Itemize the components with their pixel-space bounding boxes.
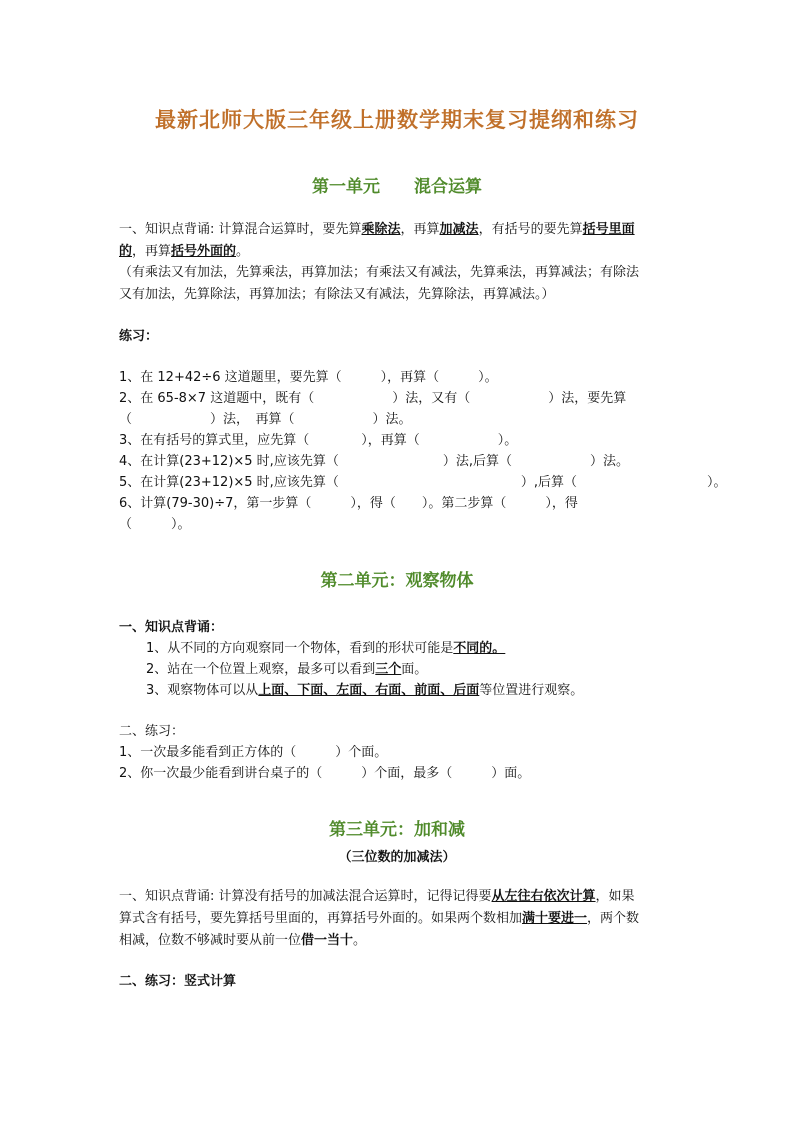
unit1-note-line1: （有乘法又有加法，先算乘法，再算加法；有乘法又有减法，先算乘法，再算减法；有除法 xyxy=(119,265,640,280)
unit3-knowledge-line3 xyxy=(119,931,366,951)
unit3-kp-text: 一、知识点背诵: 计算没有括号的加减法混合运算时，记得记得要 xyxy=(119,889,492,904)
unit1-heading: 第一单元 混合运算 xyxy=(312,177,482,197)
unit1-question-5: 5、在计算(23+12)×5 时,应该先算（ ）,后算（ ）。 xyxy=(119,475,727,490)
unit3-kp-bold-borrow: 借一当十 xyxy=(301,933,354,948)
unit1-kp-text: ，再算 xyxy=(400,222,440,237)
unit2-kp2-bold: 三个 xyxy=(375,662,402,677)
unit1-practice-label: 练习： xyxy=(119,329,159,344)
unit2-kp2-text: 2、站在一个位置上观察，最多可以看到 xyxy=(146,662,376,677)
unit1-kp-bold-addsub: 加减法 xyxy=(439,222,479,237)
unit1-knowledge-line2 xyxy=(119,242,249,262)
unit1-question-6a: 6、计算(79-30)÷7，第一步算（ ），得（ ）。第二步算（ ），得 xyxy=(119,496,578,511)
unit3-heading: 第三单元：加和减 xyxy=(329,820,465,840)
unit2-kp3-text: 3、观察物体可以从 xyxy=(146,683,259,698)
unit1-kp-text: 。 xyxy=(236,244,250,259)
document-title: 最新北师大版三年级上册数学期末复习提纲和练习 xyxy=(155,107,639,132)
unit1-question-3: 3、在有括号的算式里，应先算（ ），再算（ ）。 xyxy=(119,433,518,448)
unit1-question-2a: 2、在 65-8×7 这道题中，既有（ ）法，又有（ ）法，要先算 xyxy=(119,391,627,406)
unit1-kp-text: ，有括号的要先算 xyxy=(478,222,583,237)
unit3-knowledge-line1 xyxy=(119,887,635,907)
unit2-knowledge-label: 一、知识点背诵： xyxy=(119,620,224,635)
unit1-note-line2: 又有加法，先算除法，再算加法；有除法又有减法，先算除法，再算减法。） xyxy=(119,287,555,302)
unit1-kp-bold-inside: 括号里面 xyxy=(582,222,635,237)
unit2-kp3-bold: 上面、下面、左面、右面、前面、后面 xyxy=(258,683,480,698)
unit3-kp-bold-carry: 满十要进一 xyxy=(522,911,588,926)
unit1-question-4: 4、在计算(23+12)×5 时,应该先算（ ）法,后算（ ）法。 xyxy=(119,454,629,469)
unit1-kp-bold-muldiv: 乘除法 xyxy=(361,222,401,237)
unit2-knowledge-3 xyxy=(146,681,583,701)
unit1-question-1: 1、在 12+42÷6 这道题里，要先算（ ），再算（ ）。 xyxy=(119,370,498,385)
unit2-practice-label: 二、练习： xyxy=(119,724,185,739)
unit2-heading: 第二单元：观察物体 xyxy=(320,571,474,591)
unit1-knowledge-line1 xyxy=(119,220,635,240)
unit3-subheading: （三位数的加减法） xyxy=(338,850,456,865)
unit2-kp3-text: 等位置进行观察。 xyxy=(479,683,584,698)
unit2-knowledge-1 xyxy=(146,639,505,659)
unit2-kp2-text: 面。 xyxy=(401,662,428,677)
unit1-kp-prefix: 一、知识点背诵: 计算混合运算时，要先算 xyxy=(119,222,362,237)
unit3-kp-bold-order: 从左往右依次计算 xyxy=(491,889,596,904)
unit3-kp-text: ，如果 xyxy=(595,889,635,904)
unit1-kp-bold-outside: 括号外面的 xyxy=(171,244,237,259)
unit2-kp1-text: 1、从不同的方向观察同一个物体，看到的形状可能是 xyxy=(146,641,454,656)
unit3-kp-text: 算式含有括号，要先算括号里面的，再算括号外面的。如果两个数相加 xyxy=(119,911,523,926)
unit2-practice-1: 1、一次最多能看到正方体的（ ）个面。 xyxy=(119,745,388,760)
unit1-kp-text: ，再算 xyxy=(132,244,172,259)
unit2-knowledge-2 xyxy=(146,660,427,680)
unit2-kp1-bold: 不同的。 xyxy=(453,641,506,656)
unit3-knowledge-line2 xyxy=(119,909,639,929)
unit3-kp-text: ，两个数 xyxy=(587,911,640,926)
unit2-practice-2: 2、你一次最少能看到讲台桌子的（ ）个面，最多（ ）面。 xyxy=(119,766,531,781)
unit1-question-6b: （ ）。 xyxy=(119,517,191,532)
unit3-kp-text: 。 xyxy=(353,933,367,948)
unit1-question-2b: （ ）法， 再算（ ）法。 xyxy=(119,412,412,427)
unit3-practice-label: 二、练习：竖式计算 xyxy=(119,974,237,989)
unit3-kp-text: 相减，位数不够减时要从前一位 xyxy=(119,933,302,948)
unit1-kp-bold-de: 的 xyxy=(119,244,133,259)
